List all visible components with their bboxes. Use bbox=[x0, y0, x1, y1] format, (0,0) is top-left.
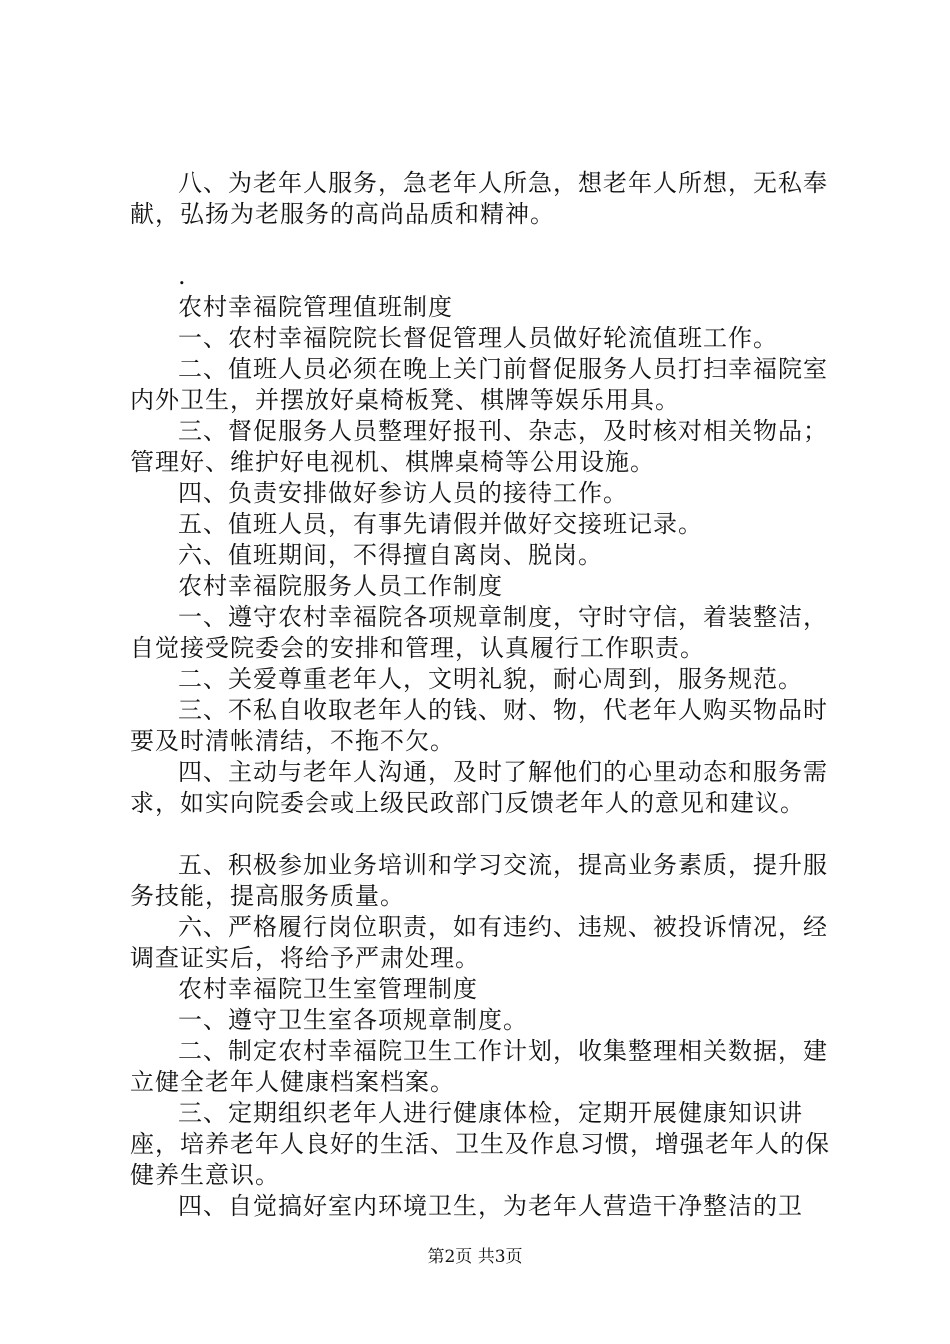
paragraph: 五、值班人员，有事先请假并做好交接班记录。 bbox=[178, 510, 703, 538]
paragraph: 四、负责安排做好参访人员的接待工作。 bbox=[178, 479, 628, 507]
paragraph: 三、不私自收取老年人的钱、财、物，代老年人购买物品时要及时清帐清结，不拖不欠。 bbox=[130, 696, 828, 755]
paragraph: 二、制定农村幸福院卫生工作计划，收集整理相关数据，建立健全老年人健康档案档案。 bbox=[130, 1037, 828, 1096]
paragraph: 三、督促服务人员整理好报刊、杂志，及时核对相关物品；管理好、维护好电视机、棋牌桌椅等公用设施。 bbox=[130, 417, 828, 476]
paragraph: 一、农村幸福院院长督促管理人员做好轮流值班工作。 bbox=[178, 324, 778, 352]
paragraph: 一、遵守农村幸福院各项规章制度，守时守信，着装整洁，自觉接受院委会的安排和管理，认真履行工作职责。 bbox=[130, 603, 828, 662]
page-footer: 第2页 共3页 bbox=[427, 1247, 523, 1267]
blank-line bbox=[130, 230, 840, 261]
paragraph: 六、值班期间，不得擅自离岗、脱岗。 bbox=[178, 541, 603, 569]
document-body bbox=[130, 168, 840, 1222]
stray-dot: . bbox=[178, 262, 186, 290]
section-title-staff: 农村幸福院服务人员工作制度 bbox=[178, 572, 503, 600]
blank-line bbox=[130, 819, 840, 850]
section-title-duty: 农村幸福院管理值班制度 bbox=[178, 293, 453, 321]
paragraph: 四、自觉搞好室内环境卫生，为老年人营造干净整洁的卫 bbox=[178, 1192, 803, 1220]
section-title-clinic: 农村幸福院卫生室管理制度 bbox=[178, 975, 478, 1003]
paragraph: 二、值班人员必须在晚上关门前督促服务人员打扫幸福院室内外卫生，并摆放好桌椅板凳、棋牌等娱乐用具。 bbox=[130, 355, 828, 414]
paragraph: 八、为老年人服务，急老年人所急，想老年人所想，无私奉献，弘扬为老服务的高尚品质和精神。 bbox=[130, 169, 828, 228]
paragraph: 一、遵守卫生室各项规章制度。 bbox=[178, 1006, 528, 1034]
paragraph: 三、定期组织老年人进行健康体检，定期开展健康知识讲座，培养老年人良好的生活、卫生及作息习惯，增强老年人的保健养生意识。 bbox=[130, 1099, 830, 1189]
paragraph: 五、积极参加业务培训和学习交流，提高业务素质，提升服务技能，提高服务质量。 bbox=[130, 851, 828, 910]
paragraph: 六、严格履行岗位职责，如有违约、违规、被投诉情况，经调查证实后，将给予严肃处理。 bbox=[130, 913, 828, 972]
paragraph: 四、主动与老年人沟通，及时了解他们的心里动态和服务需求，如实向院委会或上级民政部门反馈老年人的意见和建议。 bbox=[130, 758, 828, 817]
paragraph: 二、关爱尊重老年人，文明礼貌，耐心周到，服务规范。 bbox=[178, 665, 803, 693]
